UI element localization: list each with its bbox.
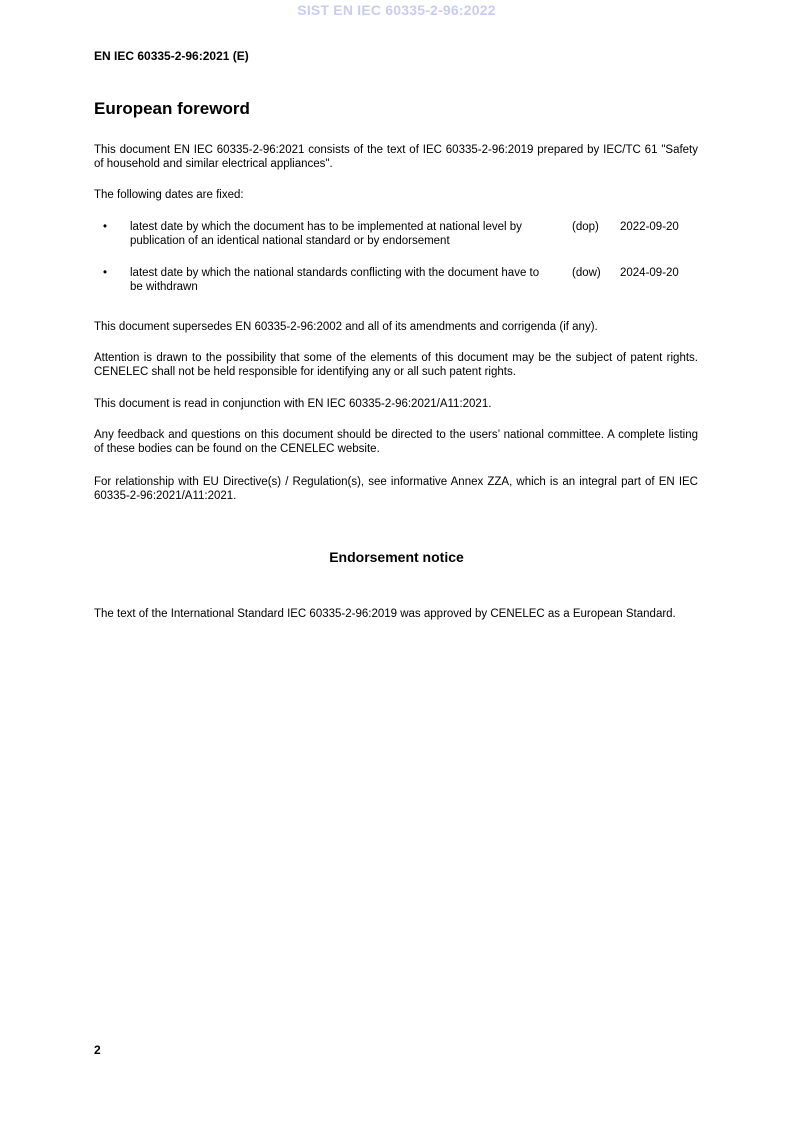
endorsement-heading: Endorsement notice <box>329 549 464 565</box>
date-item-code: (dop) <box>572 221 599 233</box>
foreword-intro-paragraph: This document EN IEC 60335-2-96:2021 consists of the text of IEC 60335-2-96:2019 prepared by IEC/TC 61 "Safety of household and similar electrical appliances". <box>94 144 698 170</box>
date-item-dop <box>94 220 698 250</box>
supersedes-paragraph: This document supersedes EN 60335-2-96:2002 and all of its amendments and corrigenda (if any). <box>94 321 598 333</box>
date-item-description: latest date by which the document has to be implemented at national level by publication of an identical national standard or by endorsement <box>130 221 522 247</box>
patent-rights-paragraph: Attention is drawn to the possibility that some of the elements of this document may be the subject of patent rights. CENELEC shall not be held responsible for identifying any or all such patent rights. <box>94 352 698 378</box>
date-item-value: 2024-09-20 <box>620 267 679 279</box>
date-item-code: (dow) <box>572 267 601 279</box>
date-item-dow <box>94 266 698 296</box>
foreword-heading: European foreword <box>94 99 250 118</box>
feedback-paragraph: Any feedback and questions on this document should be directed to the users’ national committee. A complete listing of these bodies can be found on the CENELEC website. <box>94 429 698 455</box>
watermark-text: SIST EN IEC 60335-2-96:2022 <box>297 2 496 18</box>
endorsement-paragraph: The text of the International Standard IEC 60335-2-96:2019 was approved by CENELEC as a European Standard. <box>94 608 676 620</box>
bullet-marker: • <box>103 221 108 233</box>
eu-directive-paragraph: For relationship with EU Directive(s) / Regulation(s), see informative Annex ZZA, which is an integral part of EN IEC 60335-2-96:2021/A11:2021. <box>94 476 698 502</box>
document-identifier: EN IEC 60335-2-96:2021 (E) <box>94 49 249 63</box>
bullet-marker: • <box>103 267 108 279</box>
page-number: 2 <box>94 1043 101 1057</box>
date-item-value: 2022-09-20 <box>620 221 679 233</box>
date-item-description: latest date by which the national standards conflicting with the document have to be withdrawn <box>130 267 540 293</box>
conjunction-paragraph: This document is read in conjunction with EN IEC 60335-2-96:2021/A11:2021. <box>94 398 492 410</box>
dates-intro-paragraph: The following dates are fixed: <box>94 189 244 201</box>
